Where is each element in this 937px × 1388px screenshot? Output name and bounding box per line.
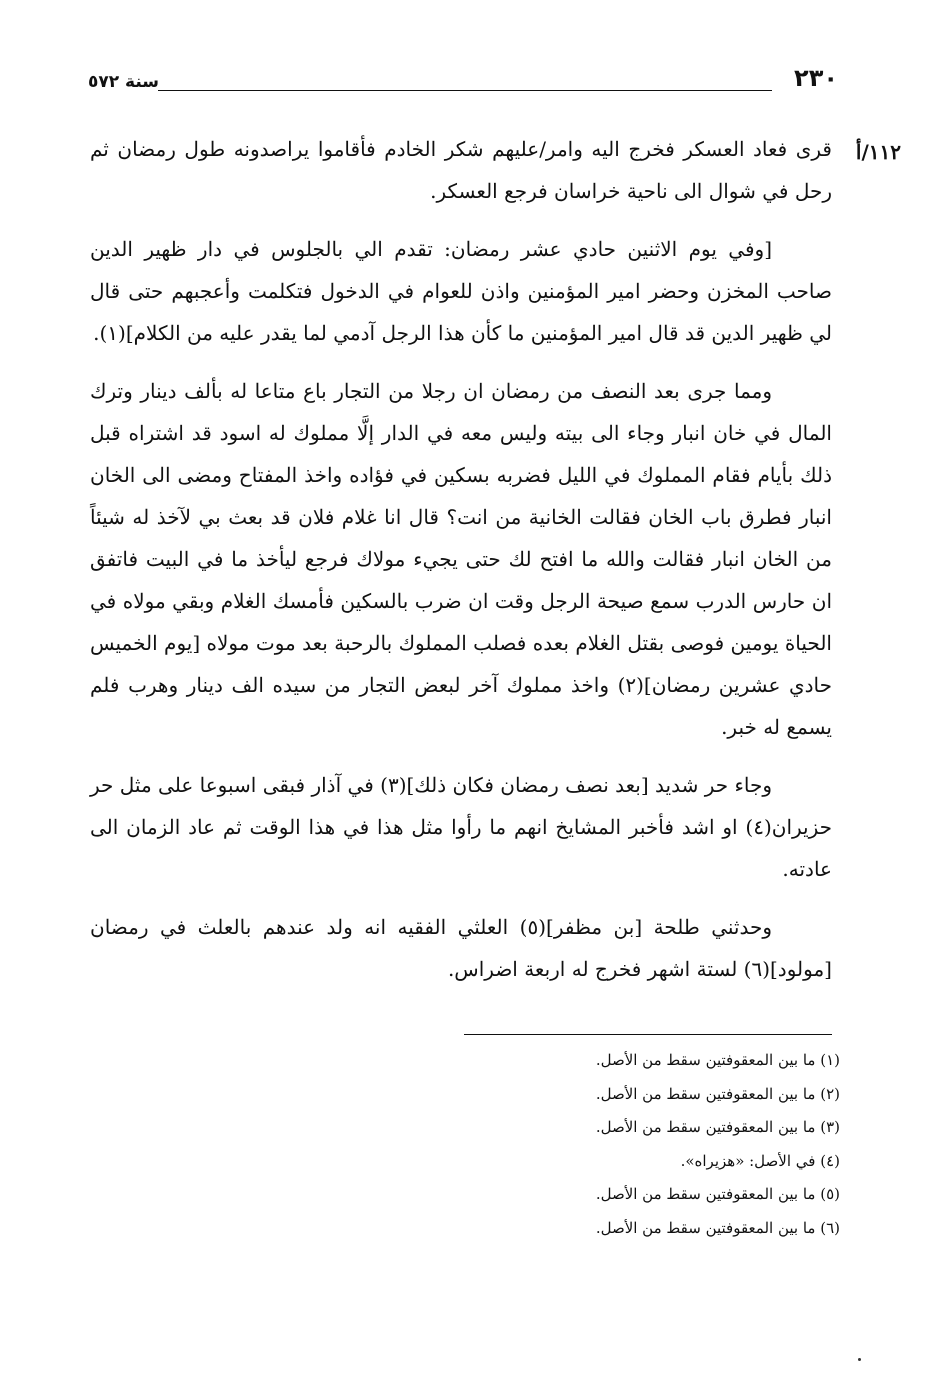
paragraph: ومما جرى بعد النصف من رمضان ان رجلا من التجار باع متاعا له بألف دينار وترك المال في خان انبار وجاء الى بيته وليس معه في الدار إلَّا مملوك له اسود قد اشتراه قبل ذلك بأيام فقام المملوك في الليل فضربه بسكين في فؤاده واخذ المفتاح ومضى الى الخان انبار فطرق باب الخان فقالت الخانية من انت؟ قال انا غلام فلان قد بعث بي لآخذ له شيئاً من الخان انبار فقالت والله ما افتح لك حتى يجيء مولاك فرجع ليأخذ ما في البيت فاتفق ان حارس الدرب سمع صيحة الرجل وقت ان ضرب بالسكين فأمسك الغلام وبقي مولاه في الحياة يومين فوصى بقتل الغلام بعده فصلب المملوك بالرحبة بعد موت مولاه [يوم الخميس حادي عشرين رمضان](٢) واخذ مملوك آخر لبعض التجار من سيده الف دينار وهرب فلم يسمع له خبر. [90,379,832,739]
footnote: (٥) ما بين المعقوفتين سقط من الأصل. [595,1185,840,1203]
paragraph: وحدثني طلحة [بن مظفر](٥) العلثي الفقيه انه ولد عندهم بالعلث في رمضان [مولود](٦) لستة اشهر فخرج له اربعة اضراس. [90,915,832,981]
manuscript-folio-ref: ١١٢/أ [855,140,901,164]
paragraph: قرى فعاد العسكر فخرج اليه وامر/عليهم شكر الخادم فأقاموا يراصدونه طول رمضان ثم رحل في شوال الى ناحية خراسان فرجع العسكر. [90,137,832,203]
footnote: (٣) ما بين المعقوفتين سقط من الأصل. [595,1118,840,1136]
paragraph: [وفي يوم الاثنين حادي عشر رمضان: تقدم الي بالجلوس في دار ظهير الدين صاحب المخزن وحضر امير المؤمنين واذن للعوام في الدخول فتكلمت وأعجبهم حتى قال لي ظهير الدين قد قال امير المؤمنين ما كأن هذا الرجل آدمي لما يقدر عليه من الكلام](١). [90,237,832,345]
print-speck [858,1358,861,1361]
footnote: (٢) ما بين المعقوفتين سقط من الأصل. [595,1084,840,1103]
header-rule [158,90,772,91]
footnote: (٦) ما بين المعقوفتين سقط من الأصل. [595,1218,840,1237]
page-number: ٢٣٠ [794,64,838,92]
footnote: (١) ما بين المعقوفتين سقط من الأصل. [595,1051,840,1069]
paragraph: وجاء حر شديد [بعد نصف رمضان فكان ذلك](٣) في آذار فبقى اسبوعا على مثل حر حزيران(٤) او اشد فأخبر المشايخ انهم ما رأوا مثل هذا في هذا الوقت ثم عاد الزمان الى عادته. [90,773,832,881]
running-head-year: سنة ٥٧٢ [88,72,160,92]
footnote: (٤) في الأصل: «هزيراه». [680,1151,840,1170]
footnotes [420,1044,840,1245]
footnote-separator [464,1034,832,1035]
main-text [90,128,832,1006]
page-header [88,62,838,96]
